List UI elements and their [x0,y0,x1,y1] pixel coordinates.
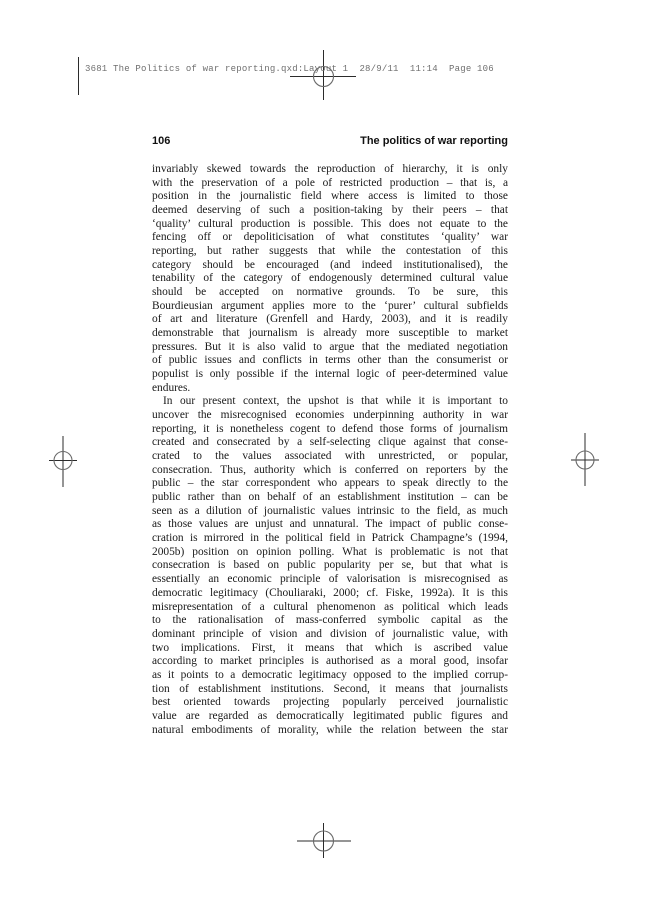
text-line: populist is only possible if the internal logic of peer-determined value [152,368,508,381]
text-line: as those values are unjust and unnatural. The impact of public conse- [152,518,508,531]
text-line: tion of establishment institutions. Second, it means that journalists [152,682,508,695]
text-line: misrepresentation of a cultural phenomenon as political which leads [152,600,508,613]
text-line: crated to the values associated with unrestricted, or popular, [152,450,508,463]
running-head [152,135,508,147]
running-title: The politics of war reporting [360,135,508,147]
text-line: fencing off or depoliticisation of what constitutes ‘quality’ war [152,231,508,244]
text-line: of public issues and conflicts in terms other than the consumerist or [152,354,508,367]
text-line: tenability of the category of endogenously determined cultural value [152,272,508,285]
page-number: 106 [152,135,171,147]
text-line: as it points to a democratic legitimacy opposed to the implied corrup- [152,668,508,681]
text-line: to the rationalisation of mass-conferred symbolic capital as the [152,614,508,627]
text-line: position in the journalistic field where access is limited to those [152,190,508,203]
text-line: natural embodiments of morality, while the relation between the star [152,723,508,736]
text-line: In our present context, the upshot is that while it is important to [163,395,508,408]
text-line: uncover the misrecognised economies underpinning authority in war [152,409,508,422]
text-line: ‘quality’ cultural production is possible. This does not equate to the [152,217,508,230]
text-line: seen as a dilution of journalistic values intrinsic to the field, as much [152,504,508,517]
text-line: public – the star correspondent who appears to speak directly to the [152,477,508,490]
text-line: should be accepted on normative grounds. To be sure, this [152,286,508,299]
text-line: deemed deserving of such a position-taking by their peers – that [152,204,508,217]
text-line: created and consecrated by a self-selecting clique against that conse- [152,436,508,449]
paragraph-1 [152,163,508,395]
body-text [152,163,508,737]
text-line: demonstrable that journalism is already more susceptible to market [152,327,508,340]
text-line: reporting, it is nonetheless cogent to defend those forms of journalism [152,422,508,435]
text-line: consecration is based on public popularity per se, but that what is [152,559,508,572]
paragraph-2 [152,395,508,737]
text-line: category should be encouraged (and indeed institutionalised), the [152,258,508,271]
text-line: Bourdieusian argument applies more to the ‘purer’ cultural subfields [152,299,508,312]
text-line: consecration. Thus, authority which is conferred on reporters by the [152,463,508,476]
text-line: two implications. First, it means that which is ascribed value [152,641,508,654]
text-line: essentially an economic principle of valorisation is misrecognised as [152,573,508,586]
registration-mark-right-middle [571,433,599,486]
text-line: cration is mirrored in the political field in Patrick Champagne’s (1994, [152,532,508,545]
text-line: dominant principle of vision and division of journalistic value, with [152,627,508,640]
text-line: with the preservation of a pole of restricted production – that is, a [152,176,508,189]
text-line: invariably skewed towards the reproduction of hierarchy, it is only [152,163,508,175]
text-line: pressures. But it is also valid to argue that the mediated negotiation [152,340,508,353]
text-line: best oriented towards projecting popularly perceived journalistic [152,696,508,709]
registration-mark-top-center [290,50,356,100]
text-line: reporting, but rather suggests that while the contestation of this [152,245,508,258]
text-line: of art and literature (Grenfell and Hardy, 2003), and it is readily [152,313,508,326]
text-line: 2005b) position on opinion polling. What is problematic is not that [152,545,508,558]
text-line: democratic legitimacy (Chouliaraki, 2000; cf. Fiske, 1992a). It is this [152,586,508,599]
text-line: endures. [152,381,191,394]
registration-mark-bottom-center [297,823,351,858]
text-line: value are regarded as democratically legitimated public figures and [152,709,508,722]
text-line: according to market principles is authorised as a moral good, insofar [152,655,508,668]
text-line: public rather than on behalf of an establishment institution – can be [152,491,508,504]
proof-slug-line: 3681 The Politics of war reporting.qxd:Layout 1 28/9/11 11:14 Page 106 [85,64,494,74]
registration-mark-left-middle [49,436,77,487]
